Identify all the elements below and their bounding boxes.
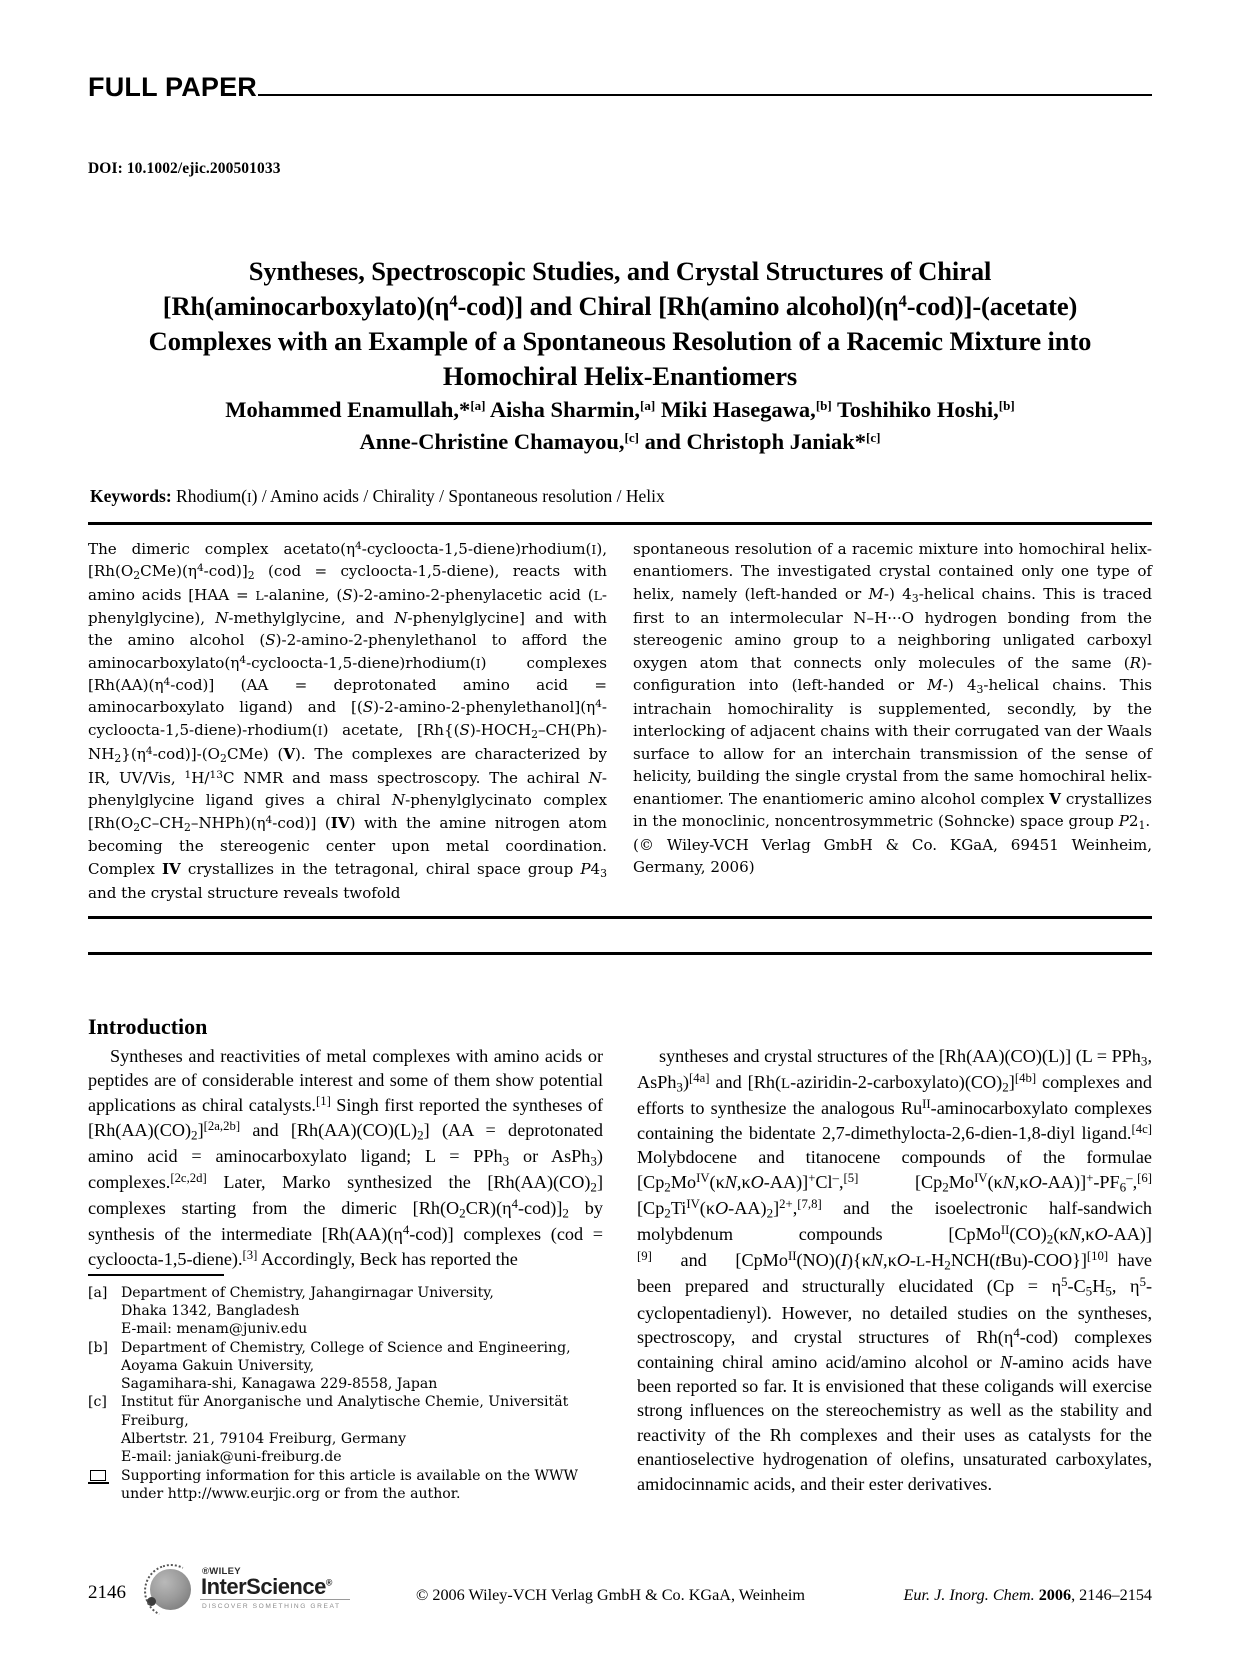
abstract-text-right: spontaneous resolution of a racemic mixture into homochiral helix-enantiomers. The investigated crystal contained only one type of helix, namely (left-handed or M-) $4_3$-helical chains. This is traced first to an intermolecular N–H···O hydrogen bonding from the stereogenic amino group to a neighboring unligated carboxyl oxygen atom that connects only molecules of the same (R)-configuration into (left-handed or M-) $4_3$-helical chains. This intrachain homochirality is supplemented, secondly, by the interlocking of adjacent chains with their corrugated van der Waals surface to allow for an interchain transmission of the sense of helicity, building the single crystal from the same homochiral helix-enantiomer. The enantiomeric amino alcohol complex V crystallizes in the monoclinic, noncentrosymmetric (Sohncke) space group $P2_1$. (© Wiley-VCH Verlag GmbH & Co. KGaA, 69451 Weinheim, Germany, 2006): [633, 540, 1153, 877]
introduction-paragraph-left: Syntheses and reactivities of metal complexes with amino acids or peptides are of considerable interest and some of them show potential applications as chiral catalysts.[1] Singh first reported the syntheses of $[Rh(AA)(CO)_2][2a,2b]$ and $[Rh(AA)(CO)(L)_2] (AA$ = deprotonated amino acid = aminocarboxylato ligand; L = PPh$_3$ or AsPh$_3$) complexes.[2c,2d] Later, Marko synthesized the $[Rh(AA)(CO)_2]$ complexes starting from the dimeric $[Rh(O_2CR)(\eta^4-cod)]_2$ by synthesis of the intermediate $[Rh(AA)(\eta^4-cod)]$ complexes (cod = cycloocta-1,5-diene).[3] Accordingly, Beck has reported the: [88, 1046, 604, 1269]
keywords-line: [90, 486, 1150, 507]
affiliations-rule: [88, 1274, 224, 1276]
author-list: Mohammed Enamullah,*[a] Aisha Sharmin,[a] Miki Hasegawa,[b] Toshihiko Hoshi,[b] Anne-Christine Chamayou,[c] and Christoph Janiak*[c]: [225, 397, 1015, 454]
orbit-arc-icon: [137, 1557, 205, 1625]
page-title: Syntheses, Spectroscopic Studies, and Crystal Structures of Chiral $[Rh(aminocarboxylato)(\eta^4-cod)]$ and Chiral [Rh(amino $alcohol)(\eta^4-cod)]-(acetate)$ Complexes with an Example of a Spontaneous Resolution of a Racemic Mixture into Homochiral Helix-Enantiomers: [148, 255, 1092, 391]
body-column-right: [637, 1044, 1152, 1496]
affiliation-text: Department of Chemistry, Jahangirnagar University, Dhaka 1342, Bangladesh E-mail: menam@juniv.edu: [121, 1284, 494, 1338]
keywords-label: Keywords:: [90, 486, 172, 506]
wiley-wordmark: ®WILEY: [202, 1566, 241, 1577]
running-head: [88, 74, 1152, 101]
copyright-line: © 2006 Wiley-VCH Verlag GmbH & Co. KGaA, Weinheim: [416, 1586, 805, 1604]
affiliation-text: Institut für Anorganische und Analytische Chemie, Universität Freiburg, Albertstr. 21, 79104 Freiburg, Germany E-mail: janiak@uni-freiburg.de: [121, 1394, 569, 1466]
affiliation-tag: [a]: [88, 1284, 108, 1301]
wiley-interscience-logo: [144, 1560, 352, 1618]
abstract-text-left: The dimeric complex $acetato(\eta^4-cycloocta-1,5-diene)rhodium(I)$, $[Rh(O_2CMe)(\eta^4-cod)]_2$ (cod = cycloocta-1,5-diene), reacts with amino acids [HAA = L-alanine, (S)-2-amino-2-phenylacetic acid (L-phenylglycine), N-methylglycine, and N-phenylglycine] and with the amino alcohol (S)-2-amino-2-phenylethanol to afford the $aminocarboxylato(\eta^4-cycloocta-1,5-diene)rhodium(I)$ complexes $[Rh(AA)(\eta^4-cod)] (AA$ = deprotonated amino acid = aminocarboxylato ligand) and $[(S)-2-amino-2-phenylethanol](\eta^4-cycloocta-1,5-diene)-rhodium(I)$ acetate, $[Rh\{(S)-HOCH_2-CH(Ph)-NH_2\}(\eta^4-cod)]-(O_2CMe)$ (V). The complexes are characterized by IR, UV/Vis, $^1$H/$^{13}$C NMR and mass spectroscopy. The achiral N-phenylglycine ligand gives a chiral N-phenylglycinato complex $[Rh(O_2C-CH_2-NHPh)(\eta^4-cod)]$ (IV) with the amine nitrogen atom becoming the stereogenic center upon metal coordination. Complex IV crystallizes in the tetragonal, chiral space group $P4_3$ and the crystal structure reveals twofold: [88, 539, 608, 902]
laptop-icon: [88, 1470, 121, 1486]
abstract: [88, 538, 1152, 904]
logo-tagline: DISCOVER SOMETHING GREAT: [202, 1603, 341, 1610]
affiliation-item: [88, 1393, 603, 1466]
affiliation-item: [88, 1284, 603, 1339]
supporting-information-item: [88, 1467, 603, 1504]
affiliation-tag: [b]: [88, 1339, 109, 1356]
doi-line: DOI: 10.1002/ejic.200501033: [88, 160, 281, 177]
abstract-top-rule: [88, 522, 1152, 525]
affiliations-block: [88, 1274, 603, 1503]
affiliation-item: [88, 1339, 603, 1394]
logo-underbar: [200, 1599, 350, 1600]
keywords-value: Rhodium(I) / Amino acids / Chirality / Spontaneous resolution / Helix: [176, 486, 665, 506]
page-footer: [88, 1560, 1152, 1620]
running-head-rule: [258, 94, 1152, 96]
interscience-wordmark: InterScience®: [201, 1574, 332, 1599]
introduction-top-rule: [88, 952, 1152, 955]
affiliation-text: Department of Chemistry, College of Science and Engineering, Aoyama Gakuin University, Sagamihara-shi, Kanagawa 229-8558, Japan: [121, 1339, 571, 1393]
abstract-bottom-rule: [88, 916, 1152, 919]
abstract-column-right: [633, 538, 1152, 904]
affiliations-list: [88, 1284, 603, 1504]
abstract-column-left: [88, 538, 607, 904]
page-number: 2146: [88, 1582, 126, 1603]
running-head-title: FULL PAPER: [88, 72, 258, 102]
supporting-information-text: Supporting information for this article is available on the WWW under http://www.eurjic.org or from the author.: [121, 1467, 578, 1503]
introduction-paragraph-right: syntheses and crystal structures of the [Rh(AA)(CO)(L)] (L = PPh$_3$, AsPh$_3$)[4a] and $[Rh(L-aziridin-2-carboxylato)(CO)_2][4b]$ complexes and efforts to synthesize the analogous $Ru^{II}$-aminocarboxylato complexes containing the bidentate 2,7-dimethylocta-2,6-dien-1,8-diyl ligand.[4c] Molybdocene and titanocene compounds of the formulae $[Cp_2Mo^{IV}(\kappa N,\kappa O-AA)]^+Cl^-,[5]$ $[Cp_2Mo^{IV}(\kappa N,\kappa O-AA)]^+-PF_6^-,[6]$ $[Cp_2Ti^{IV}(\kappa O-AA)_2]^{2+},[7,8]$ and the isoelectronic half-sandwich molybdenum compounds $[CpMo^{II}(CO)_2(\kappa N,\kappa O-AA)][9]$ and $[CpMo^{II}(NO)(I)\{\kappa N,\kappa O-L-H_2NCH(tBu)-COO\}][10]$ have been prepared and structurally elucidated ($Cp = \eta^5-C_5H_5$, $\eta^5-cyclopentadienyl$). However, no detailed studies on the syntheses, spectroscopy, and crystal structures of $Rh(\eta^4-cod)$ complexes containing chiral amino acid/amino alcohol or N-amino acids have been reported so far. It is envisioned that these coligands will exercise strong influences on the stereochemistry as well as the stability and reactivity of the Rh complexes and their uses as catalysts for the enantioselective hydrogenation of olefins, unsaturated carboxylates, amidocinnamic acids, and their ester derivatives.: [637, 1046, 1153, 1494]
section-heading-introduction: Introduction: [88, 1014, 208, 1040]
affiliation-tag: [c]: [88, 1394, 107, 1411]
journal-citation: Eur. J. Inorg. Chem. 2006, 2146–2154: [903, 1586, 1152, 1604]
